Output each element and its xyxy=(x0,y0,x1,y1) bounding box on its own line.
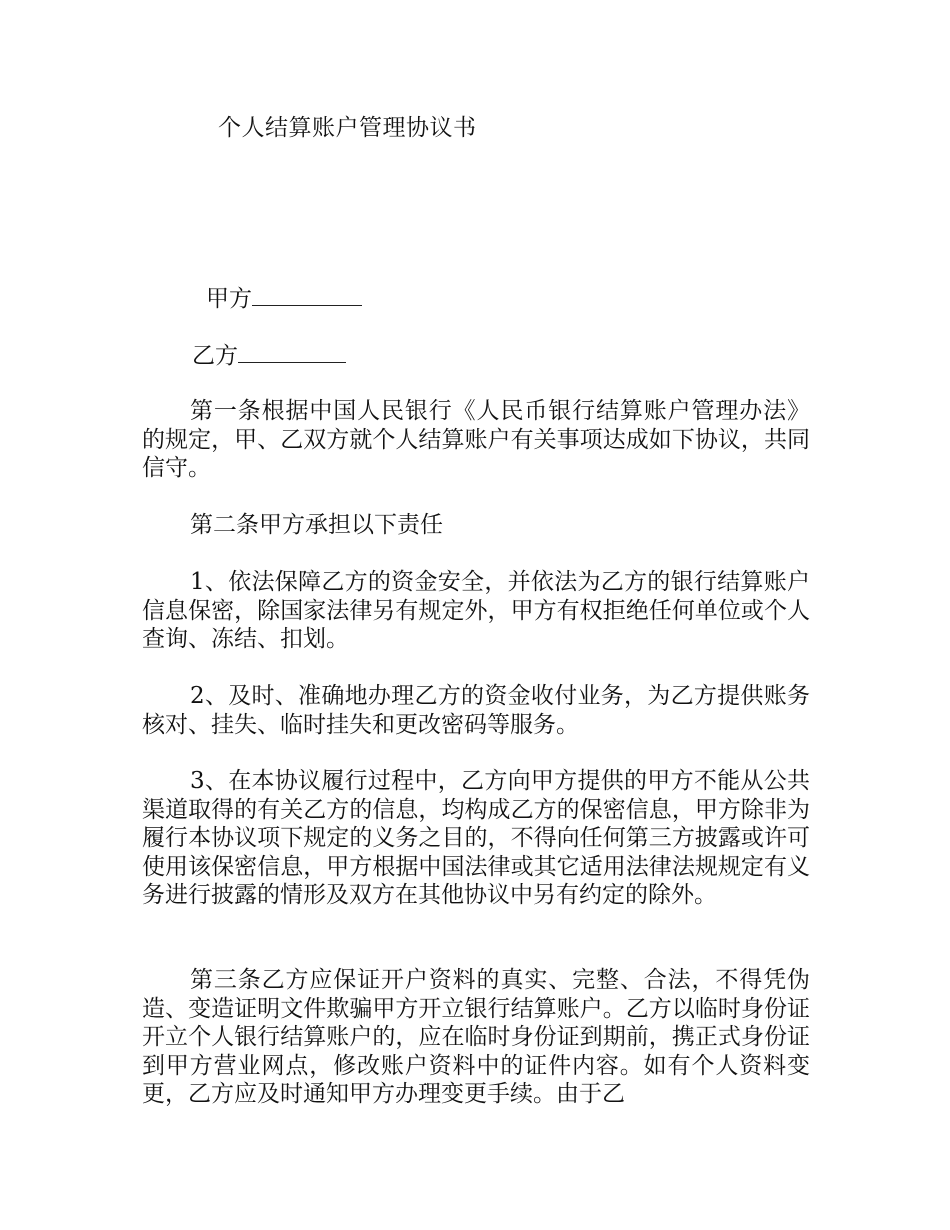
party-b-line xyxy=(192,341,346,371)
party-a-line xyxy=(206,284,362,314)
article-2-item-2: 2、及时、准确地办理乙方的资金收付业务，为乙方提供账务核对、挂失、临时挂失和更改密码等服务。 xyxy=(142,683,810,738)
article-2-item-3: 3、在本协议履行过程中，乙方向甲方提供的甲方不能从公共渠道取得的有关乙方的信息，均构成乙方的保密信息，甲方除非为履行本协议项下规定的义务之目的，不得向任何第三方披露或许可使用该保密信息，甲方根据中国法律或其它适用法律法规规定有义务进行披露的情形及双方在其他协议中另有约定的除外。 xyxy=(142,768,810,908)
party-a-blank xyxy=(252,285,362,306)
party-b-label: 乙方 xyxy=(192,343,238,369)
document-title: 个人结算账户管理协议书 xyxy=(218,115,477,141)
article-2-heading: 第二条甲方承担以下责任 xyxy=(190,512,443,538)
article-3-paragraph: 第三条乙方应保证开户资料的真实、完整、合法，不得凭伪造、变造证明文件欺骗甲方开立银行结算账户。乙方以临时身份证开立个人银行结算账户的，应在临时身份证到期前，携正式身份证到甲方营业网点，修改账户资料中的证件内容。如有个人资料变更，乙方应及时通知甲方办理变更手续。由于乙 xyxy=(142,967,810,1107)
article-2-item-1: 1、依法保障乙方的资金安全，并依法为乙方的银行结算账户信息保密，除国家法律另有规定外，甲方有权拒绝任何单位或个人查询、冻结、扣划。 xyxy=(142,569,810,652)
party-a-label: 甲方 xyxy=(206,286,252,312)
article-1-paragraph: 第一条根据中国人民银行《人民币银行结算账户管理办法》的规定，甲、乙双方就个人结算账户有关事项达成如下协议，共同信守。 xyxy=(142,398,810,481)
party-b-blank xyxy=(238,342,346,363)
